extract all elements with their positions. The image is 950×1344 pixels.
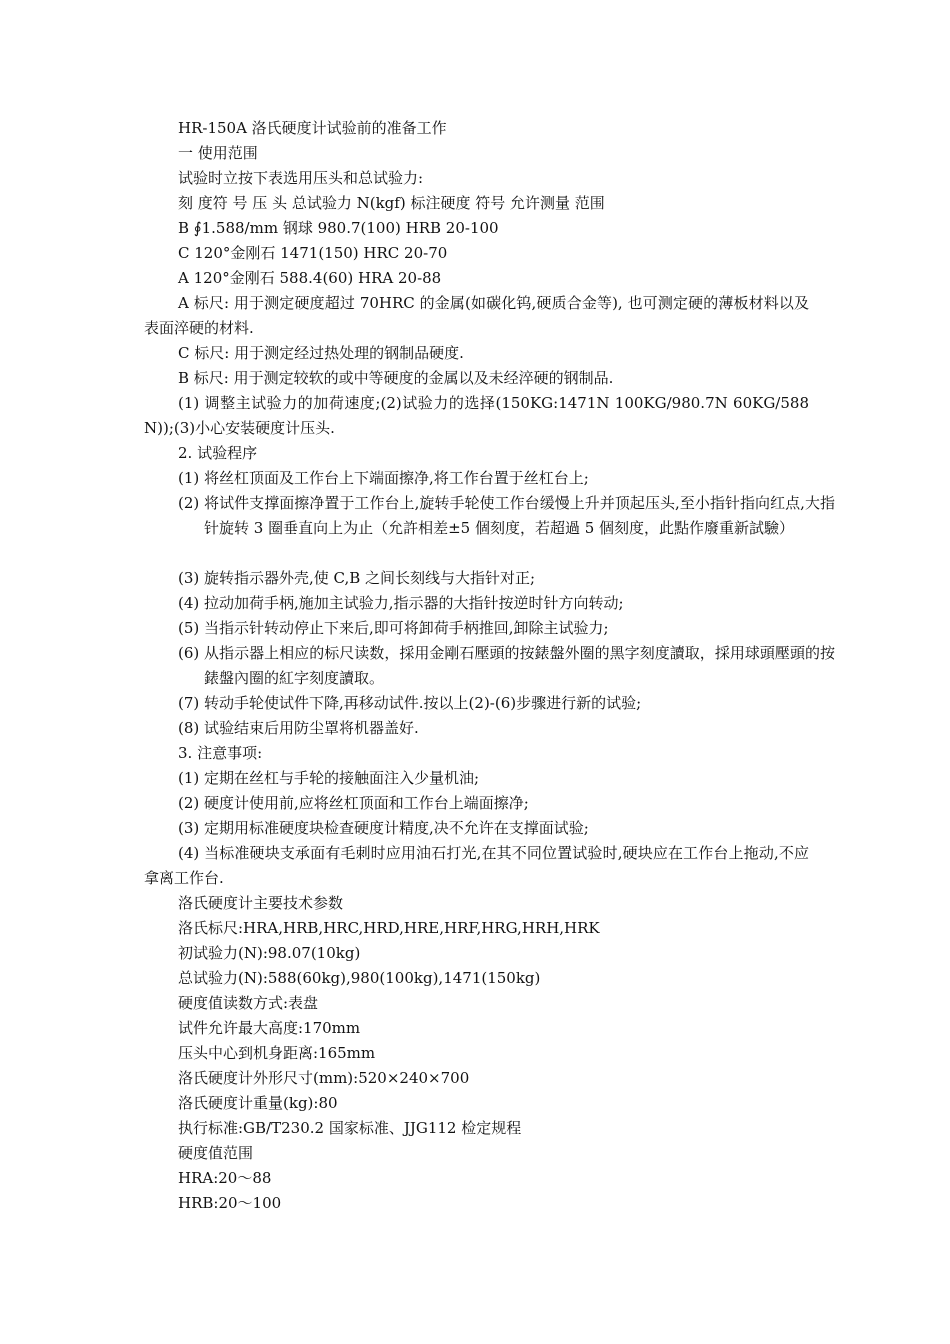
procedure-step: (7) 转动手轮使试件下降,再移动试件.按以上(2)-(6)步骤进行新的试验;: [178, 694, 642, 712]
section-heading-procedure: 2. 试验程序: [178, 444, 258, 462]
spec-line: 硬度值读数方式:表盘: [178, 994, 319, 1012]
table-row-a: A 120°金刚石 588.4(60) HRA 20-88: [178, 269, 442, 287]
note-item: (1) 定期在丝杠与手轮的接触面注入少量机油;: [178, 769, 480, 787]
table-header-line: 刻 度符 号 压 头 总试验力 N(kgf) 标注硬度 符号 允许测量 范围: [178, 194, 605, 212]
spec-line: 初试验力(N):98.07(10kg): [178, 944, 361, 962]
doc-title: HR-150A 洛氏硬度计试验前的准备工作: [178, 119, 447, 137]
spec-line: 试件允许最大高度:170mm: [178, 1019, 361, 1037]
spec-line: HRA:20～88: [178, 1169, 272, 1187]
procedure-step: (6) 从指示器上相应的标尺读数，採用金剛石壓頭的按錶盤外圈的黑字刻度讀取，採用球頭壓頭的按錶盤內圈的紅字刻度讀取。: [178, 644, 835, 687]
table-row-c: C 120°金刚石 1471(150) HRC 20-70: [178, 244, 448, 262]
scale-a-paragraph: A 标尺: 用于测定硬度超过 70HRC 的金属(如碳化钨,硬质合金等), 也可测定硬的薄板材料以及表面淬硬的材料.: [144, 294, 809, 337]
spec-line: HRB:20～100: [178, 1194, 282, 1212]
specs-heading: 洛氏硬度计主要技术参数: [178, 894, 344, 912]
note-item: (3) 定期用标准硬度块检查硬度计精度,决不允许在支撑面试验;: [178, 819, 589, 837]
adjust-paragraph: (1) 调整主试验力的加荷速度;(2)试验力的选择(150KG:1471N 100KG/980.7N 60KG/588N));(3)小心安装硬度计压头.: [144, 394, 809, 437]
spec-line: 洛氏硬度计外形尺寸(mm):520×240×700: [178, 1069, 470, 1087]
note-item: (4) 当标准硬块支承面有毛刺时应用油石打光,在其不同位置试验时,硬块应在工作台上拖动,不应拿离工作台.: [144, 844, 809, 887]
table-row-b: B ∮1.588/mm 钢球 980.7(100) HRB 20-100: [178, 219, 499, 237]
scale-b-paragraph: B 标尺: 用于测定较软的或中等硬度的金属以及未经淬硬的钢制品.: [178, 369, 614, 387]
procedure-step: (5) 当指示针转动停止下来后,即可将卸荷手柄推回,卸除主试验力;: [178, 619, 609, 637]
procedure-step: (4) 拉动加荷手柄,施加主试验力,指示器的大指针按逆时针方向转动;: [178, 594, 624, 612]
spec-line: 硬度值范围: [178, 1144, 254, 1162]
spec-line: 洛氏硬度计重量(kg):80: [178, 1094, 338, 1112]
spec-line: 压头中心到机身距离:165mm: [178, 1044, 376, 1062]
spec-line: 执行标准:GB/T230.2 国家标准、JJG112 检定规程: [178, 1119, 522, 1137]
section-heading-scope: 一 使用范围: [178, 144, 258, 162]
procedure-step: (1) 将丝杠顶面及工作台上下端面擦净,将工作台置于丝杠台上;: [178, 469, 589, 487]
scale-c-paragraph: C 标尺: 用于测定经过热处理的钢制品硬度.: [178, 344, 464, 362]
procedure-step: (2) 将试件支撑面擦净置于工作台上,旋转手轮使工作台缓慢上升并顶起压头,至小指针指向红点,大指针旋转 3 圈垂直向上为止（允許相差±5 個刻度，若超過 5 個刻度，此點作廢重新試驗）: [178, 494, 835, 537]
intro-text: 试验时立按下表选用压头和总试验力:: [178, 169, 424, 187]
procedure-step: (3) 旋转指示器外壳,使 C,B 之间长刻线与大指针对正;: [178, 569, 536, 587]
procedure-step: (8) 试验结束后用防尘罩将机器盖好.: [178, 719, 419, 737]
section-heading-notes: 3. 注意事项:: [178, 744, 263, 762]
spec-line: 洛氏标尺:HRA,HRB,HRC,HRD,HRE,HRF,HRG,HRH,HRK: [178, 919, 600, 937]
note-item: (2) 硬度计使用前,应将丝杠顶面和工作台上端面擦净;: [178, 794, 529, 812]
spec-line: 总试验力(N):588(60kg),980(100kg),1471(150kg): [178, 969, 541, 987]
